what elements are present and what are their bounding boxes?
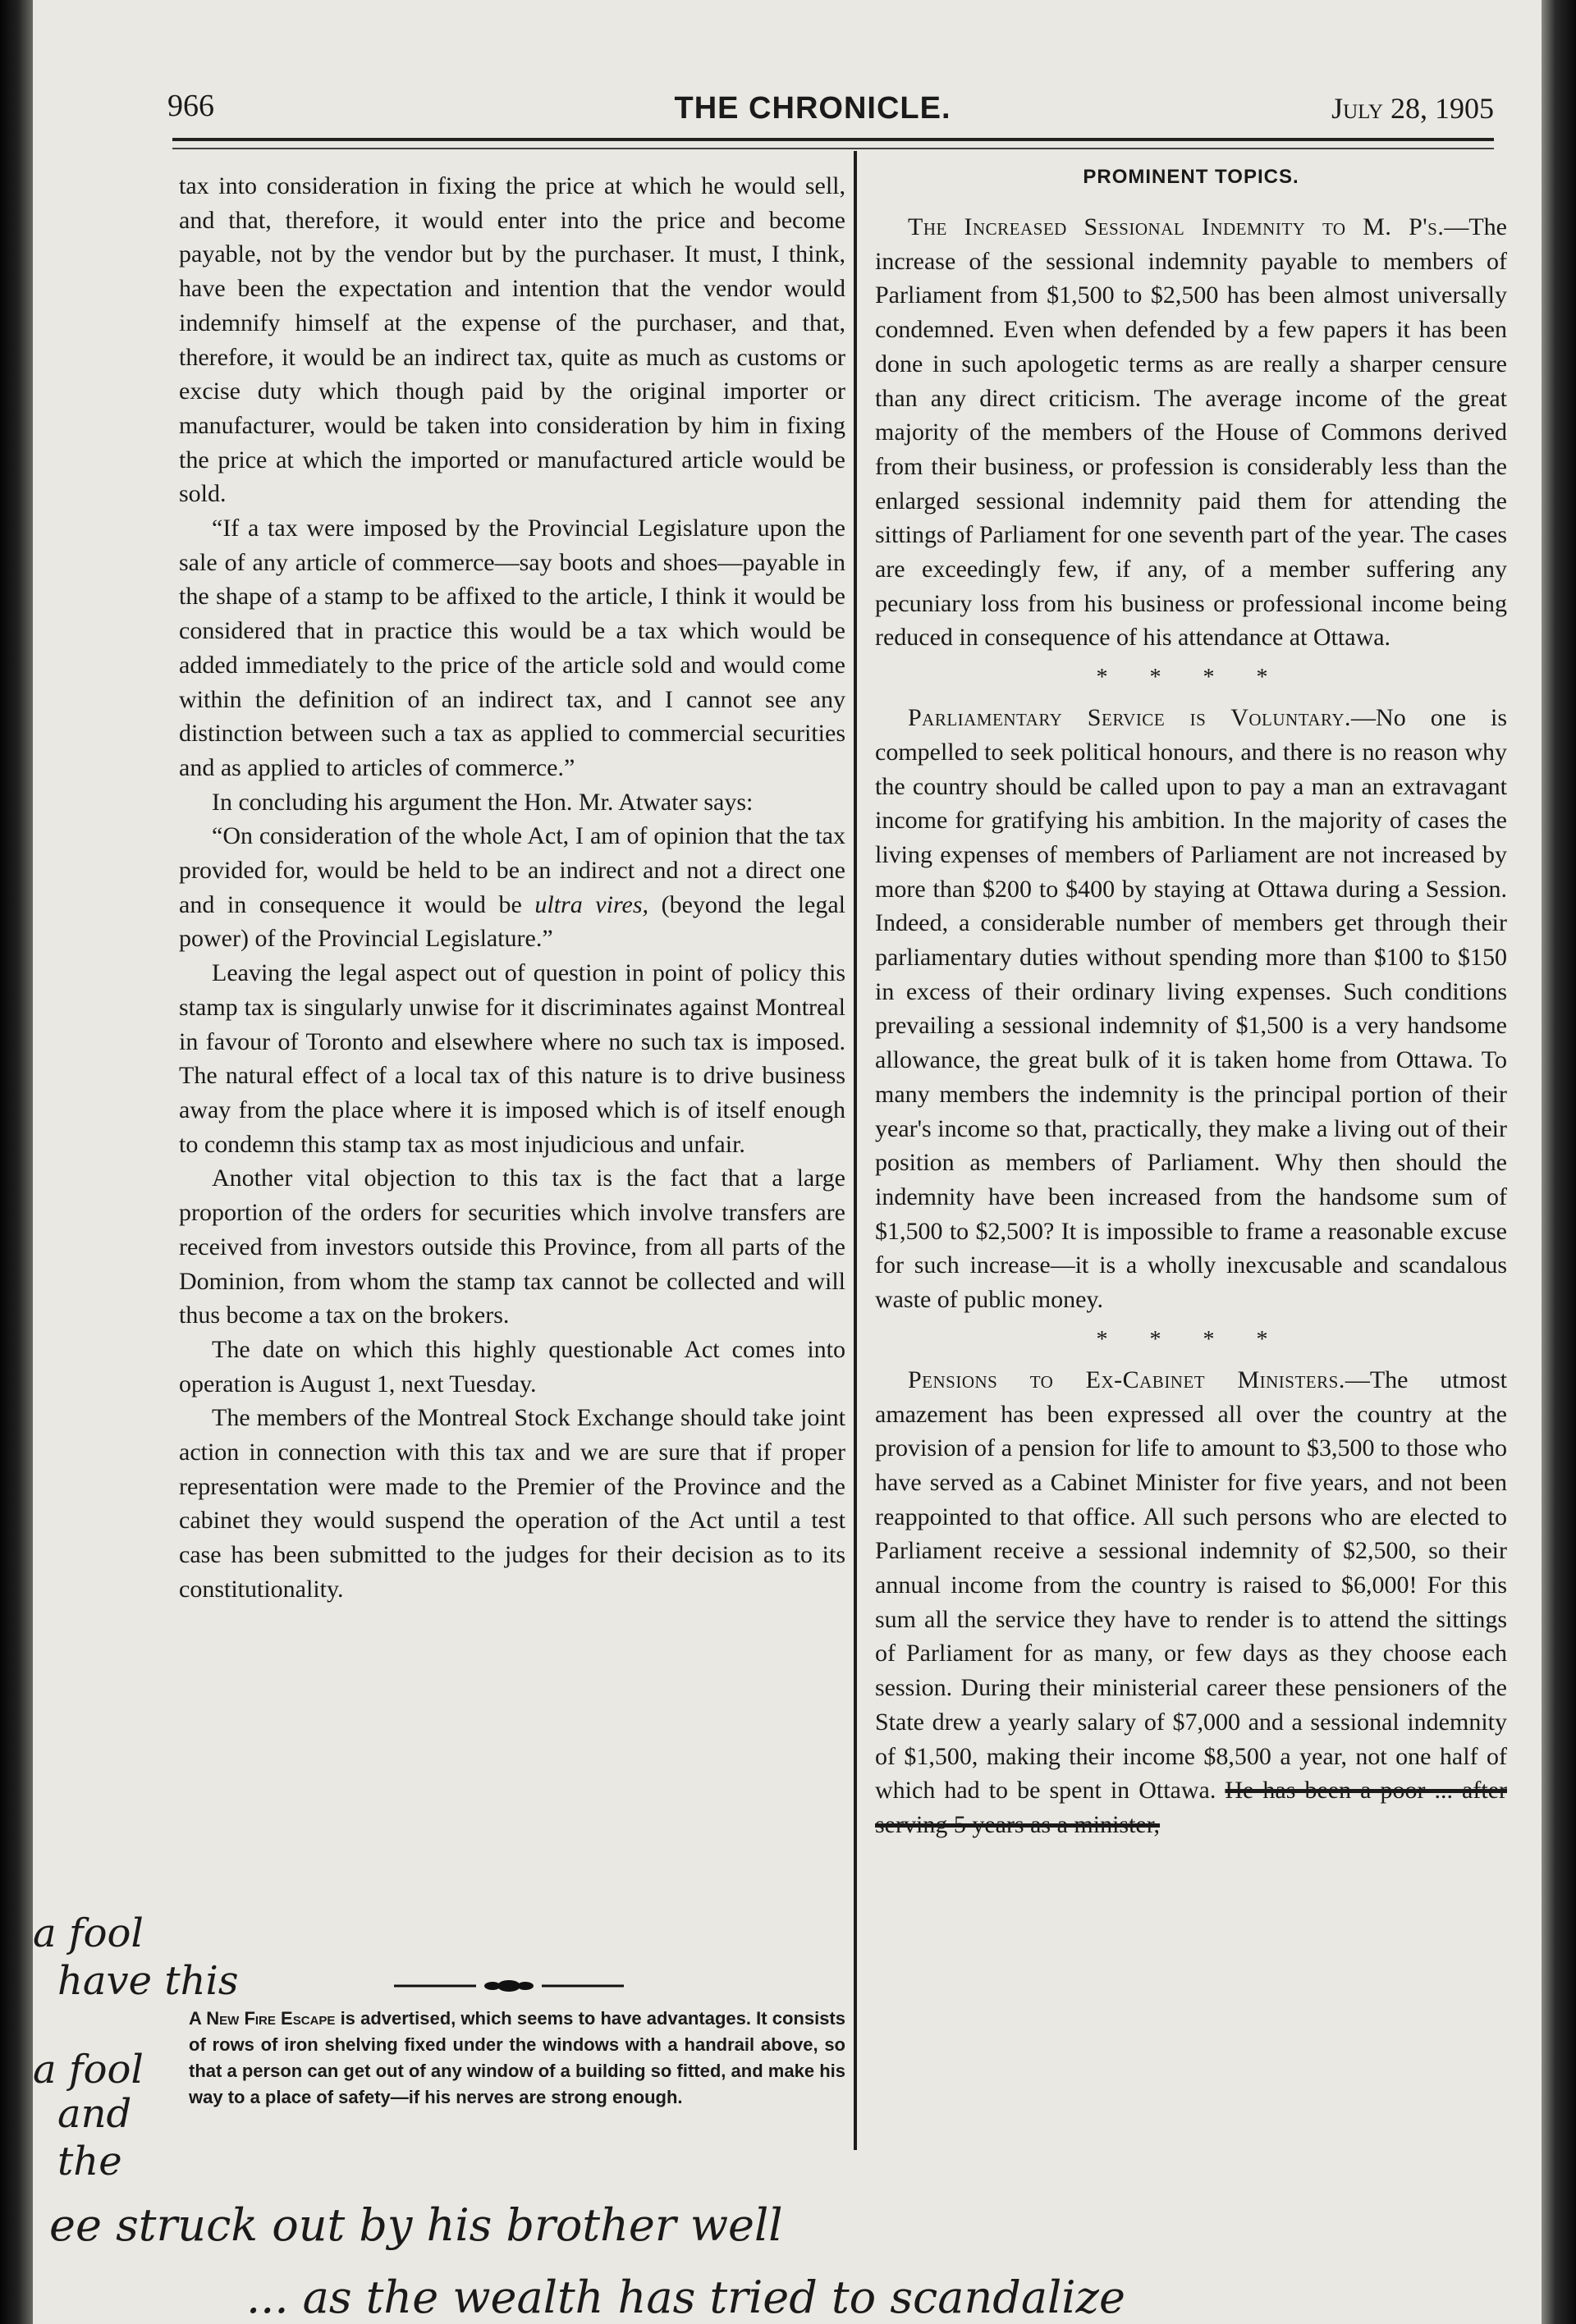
topic-1-text: —The increase of the sessional indemnity payable to members of Parliament from $1,500 to $2,500 has been almost universally condemned. Even when defended by a few papers it has been done in such apologetic terms as are really a sharper censure than any direct criticism. The average income of the great majority of the members of the House of Commons derived from their business, or profession is considerably less than the enlarged sessional indemnity paid them for attending the sittings of Parliament for one seventh part of the year. The cases are exceedingly few, if any, of a member suffering any pecuniary loss from his business or professional income being reduced in consequence of his attendance at Ottawa. xyxy=(875,213,1507,652)
star-separator-1: * * * * xyxy=(1096,665,1286,691)
hand-note-5: the xyxy=(57,2139,122,2184)
left-paragraph-6: Another vital objection to this tax is the fact that a large proportion of the orders for securities which involve transfers are received from investors outside this Province, from all parts of the Dominion, from whom the stamp tax cannot be collected and will thus become a tax on the brokers. xyxy=(179,1164,845,1329)
page-number: 966 xyxy=(167,89,214,123)
topic-3-heading: Pensions to Ex-Cabinet Ministers. xyxy=(908,1366,1345,1393)
left-paragraph-8: The members of the Montreal Stock Exchange should take joint action in connection with this tax and we are sure that if proper representation were made to the Premier of the Province and the cabinet they would suspend the operation of the Act until a test case has been submitted to the judges for their decision as to its constitutionality. xyxy=(179,1404,845,1603)
hand-note-3: a fool xyxy=(33,2047,144,2093)
quote-italic: ultra vires, xyxy=(534,890,649,918)
topic-2-heading: Parliamentary Service is Voluntary. xyxy=(908,704,1352,732)
star-separator-2: * * * * xyxy=(1096,1326,1286,1352)
left-paragraph-5: Leaving the legal aspect out of question in point of policy this stamp tax is singularly unwise for it discriminates against Montreal in favour of Toronto and elsewhere where no such tax is imposed. The natural effect of a local tax of this nature is to drive business away from the place where it is imposed which is of itself enough to condemn this stamp tax as most injudicious and unfair. xyxy=(179,959,845,1158)
hand-note-2: have this xyxy=(57,1958,239,2004)
left-paragraph-7: The date on which this highly questionable Act comes into operation is August 1, next Tuesday. xyxy=(179,1335,845,1398)
hand-note-7: ... as the wealth has tried to scandalize xyxy=(246,2271,1125,2323)
hand-note-4: and xyxy=(57,2091,132,2137)
quote-text-b: (beyond the legal power) of the Provincial Legislature.” xyxy=(179,890,846,953)
left-quote-1: “If a tax were imposed by the Provincial Legislature upon the sale of any article of commerce—say boots and shoes—payable in the shape of a stamp to be affixed to the article, I think it would be considered that in practice this would be a tax which would be added immediately to the price of the article sold and would come within the definition of an indirect tax, and I cannot see any distinction between such a tax as applied to commercial securities and as applied to articles of commerce.” xyxy=(179,515,845,781)
left-paragraph-3: In concluding his argument the Hon. Mr. Atwater says: xyxy=(212,788,754,816)
hand-note-6: ee struck out by his brother well xyxy=(49,2199,783,2251)
topic-2-text: —No one is compelled to seek political honours, and there is no reason why the country should be called upon to pay a man an extravagant income for gratifying his ambition. In the majority of cases the living expenses of members of Parliament are not increased by more than $200 to $400 by staying at Ottawa during a Session. Indeed, a considerable number of members get through their parliamentary duties without spending more than $100 to $150 in excess of their ordinary living expenses. Such conditions prevailing a sessional indemnity of $1,500 is a very handsome allowance, the great bulk of it is taken home from Ottawa. To many members the indemnity is the principal portion of their year's income so that, practically, they make a living out of their position as members of Parliament. Why then should the indemnity have been increased from the handsome sum of $1,500 to $2,500? It is impossible to frame a reasonable excuse for such increase—it is a wholly inexcusable and scandalous waste of public money. xyxy=(875,704,1507,1314)
topic-3-text: —The utmost amazement has been expressed all over the country at the provision of a pension for life to amount to $3,500 to those who have served as a Cabinet Minister for five years, and not been reappointed to that office. All such persons who are elected to Parliament receive a sessional indemnity of $2,500, so their annual income from the country is raised to $6,000! For this sum all the service they have to render is to attend the sittings of Parliament for as many, or few days as they choose each session. During their ministerial career these pensioners of the State drew a yearly salary of $7,000 and a sessional indemnity of $1,500, making their income $8,500 a year, not one half of which had to be spent in Ottawa. xyxy=(875,1366,1507,1805)
topic-3-struck: He has been a poor ... after serving 5 years as a minister, xyxy=(875,1777,1508,1838)
brief-lead: A New Fire Escape xyxy=(189,2008,336,2029)
topic-1-heading: The Increased Sessional Indemnity to M. P's. xyxy=(908,213,1445,240)
section-title: PROMINENT TOPICS. xyxy=(1083,166,1299,188)
left-paragraph-1: tax into consideration in fixing the price at which he would sell, and that, therefore, it would enter into the price and become payable, not by the vendor but by the purchaser. It must, I think, have been the expectation and intention that the vendor would indemnify himself at the expense of the purchaser, and that, therefore, it would be an indirect tax, quite as much as customs or excise duty which though paid by the original importer or manufacturer, would be taken into consideration by him in fixing the price at which the imported or manufactured article would be sold. xyxy=(179,172,845,508)
issue-date: July 28, 1905 xyxy=(1331,92,1494,125)
journal-title: THE CHRONICLE. xyxy=(674,91,951,126)
hand-note-1: a fool xyxy=(33,1910,144,1956)
quote-text-a: “On consideration of the whole Act, I am of opinion that the tax provided for, would be held to be an indirect and not a direct one and in consequence it would be xyxy=(179,822,845,918)
brief-text: is advertised, which seems to have advantages. It consists of rows of iron shelving fixed under the windows with a handrail above, so that a person can get out of any window of a building so fitted, and make his way to a place of safety—if his nerves are strong enough. xyxy=(189,2008,845,2107)
